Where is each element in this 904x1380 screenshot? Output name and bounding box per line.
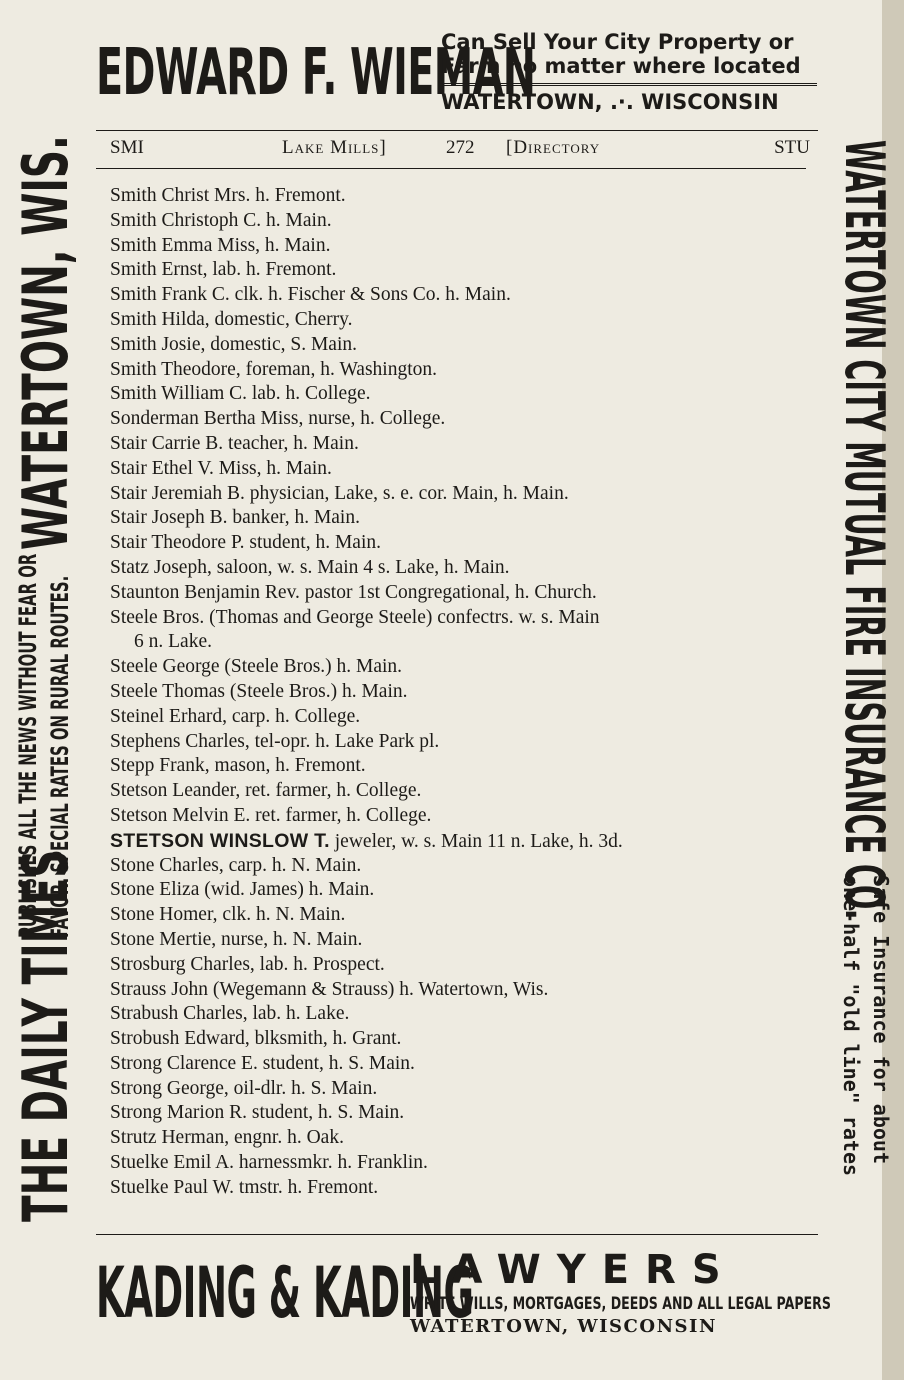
directory-entry	[110, 457, 810, 482]
entry-text: Stetson Leander, ret. farmer, h. College.	[110, 780, 422, 802]
directory-entry	[110, 482, 810, 507]
directory-entry	[110, 655, 810, 680]
right-advertisement	[825, 140, 895, 1225]
directory-entry	[110, 209, 810, 234]
directory-entry	[110, 1052, 810, 1077]
entry-text: Strosburg Charles, lab. h. Prospect.	[110, 953, 385, 975]
left-ad-title: THE DAILY TIMES	[9, 849, 82, 1222]
entry-text: Stuelke Paul W. tmstr. h. Fremont.	[110, 1176, 379, 1198]
directory-entry	[110, 705, 810, 730]
directory-entry	[110, 407, 810, 432]
running-head-town: Lake Mills]	[282, 137, 387, 158]
entry-text: Smith Ernst, lab. h. Fremont.	[110, 259, 337, 281]
entry-text: Steele Thomas (Steele Bros.) h. Main.	[110, 680, 408, 702]
top-ad-city: WATERTOWN, .·. WISCONSIN	[441, 90, 779, 114]
entry-text: Smith Frank C. clk. h. Fischer & Sons Co. h. Main.	[110, 284, 511, 306]
entry-text: Smith Theodore, foreman, h. Washington.	[110, 358, 437, 380]
directory-entry	[110, 630, 810, 655]
header-rule-top	[96, 130, 818, 131]
entry-text: Steinel Erhard, carp. h. College.	[110, 705, 361, 727]
directory-entry	[110, 878, 810, 903]
directory-entry	[110, 730, 810, 755]
top-ad-name: EDWARD F. WIEMAN	[96, 36, 536, 110]
entry-text: Stone Eliza (wid. James) h. Main.	[110, 879, 375, 901]
directory-entry	[110, 1176, 810, 1201]
entry-text: Stepp Frank, mason, h. Fremont.	[110, 755, 366, 777]
entry-text: 6 n. Lake.	[134, 631, 212, 653]
top-advertisement	[96, 28, 818, 128]
entry-text: Stone Charles, carp. h. N. Main.	[110, 854, 362, 876]
left-advertisement	[6, 112, 86, 1222]
directory-entry	[110, 556, 810, 581]
directory-entry	[110, 283, 810, 308]
directory-entry	[110, 531, 810, 556]
right-ad-line-1: Safe Insurance for about	[869, 875, 893, 1164]
directory-entry	[110, 779, 810, 804]
directory-entry	[110, 754, 810, 779]
top-ad-divider	[441, 83, 817, 88]
entry-text: Stair Theodore P. student, h. Main.	[110, 532, 381, 554]
directory-entry	[110, 358, 810, 383]
bottom-ad-line-2: WRITE WILLS, MORTGAGES, DEEDS AND ALL LEGAL PAPERS	[410, 1294, 831, 1314]
directory-entry	[110, 1077, 810, 1102]
right-ad-line-2: one-half "old line" rates	[839, 875, 863, 1177]
bottom-ad-rule	[96, 1234, 818, 1235]
directory-entry	[110, 1101, 810, 1126]
directory-entry	[110, 1027, 810, 1052]
entry-text: Strabush Charles, lab. h. Lake.	[110, 1003, 350, 1025]
directory-entry	[110, 432, 810, 457]
entry-text: Smith Christoph C. h. Main.	[110, 209, 332, 231]
top-ad-line-2: Farm no matter where located	[441, 54, 801, 78]
directory-entry	[110, 680, 810, 705]
page-number: 272	[446, 137, 475, 158]
entry-text: Strong George, oil-dlr. h. S. Main.	[110, 1077, 378, 1099]
right-ad-title: WATERTOWN CITY MUTUAL FIRE INSURANCE CO.	[833, 140, 896, 920]
entry-text: Smith Christ Mrs. h. Fremont.	[110, 185, 346, 206]
entry-text: Smith Emma Miss, h. Main.	[110, 234, 331, 256]
bottom-ad-line-3: WATERTOWN, WISCONSIN	[410, 1316, 717, 1337]
directory-entry	[110, 829, 810, 854]
directory-entry	[110, 606, 810, 631]
running-head-left: SMI	[110, 137, 144, 158]
entry-text: Smith Hilda, domestic, Cherry.	[110, 308, 353, 330]
entry-text: Staunton Benjamin Rev. pastor 1st Congregational, h. Church.	[110, 581, 597, 603]
entry-text: Strong Clarence E. student, h. S. Main.	[110, 1052, 415, 1074]
running-head	[110, 137, 810, 161]
left-ad-line-2: FAVOR. SPECIAL RATES ON RURAL ROUTES.	[46, 575, 74, 938]
directory-listing	[110, 184, 810, 1201]
entry-text: Strauss John (Wegemann & Strauss) h. Watertown, Wis.	[110, 978, 549, 1000]
left-ad-city: WATERTOWN, WIS.	[9, 135, 82, 550]
entry-text: Stone Homer, clk. h. N. Main.	[110, 904, 346, 926]
directory-entry	[110, 903, 810, 928]
entry-text: Stetson Melvin E. ret. farmer, h. College.	[110, 804, 432, 826]
entry-text: Stair Joseph B. banker, h. Main.	[110, 507, 360, 529]
entry-text: Strobush Edward, blksmith, h. Grant.	[110, 1028, 402, 1050]
directory-entry	[110, 1002, 810, 1027]
entry-text: Steele George (Steele Bros.) h. Main.	[110, 656, 403, 678]
directory-entry	[110, 258, 810, 283]
entry-text: Stair Carrie B. teacher, h. Main.	[110, 432, 359, 454]
entry-text: Stone Mertie, nurse, h. N. Main.	[110, 928, 363, 950]
directory-entry	[110, 382, 810, 407]
directory-entry	[110, 1151, 810, 1176]
left-ad-line-1: PUBLISHES ALL THE NEWS WITHOUT FEAR OR	[14, 553, 42, 938]
entry-text: Statz Joseph, saloon, w. s. Main 4 s. Lake, h. Main.	[110, 556, 510, 578]
entry-text: Stephens Charles, tel-opr. h. Lake Park pl.	[110, 730, 440, 752]
directory-entry	[110, 804, 810, 829]
bottom-ad-name: KADING & KADING	[96, 1252, 474, 1334]
entry-text: Stair Jeremiah B. physician, Lake, s. e. cor. Main, h. Main.	[110, 482, 569, 504]
directory-entry	[110, 308, 810, 333]
entry-text: jeweler, w. s. Main 11 n. Lake, h. 3d.	[329, 830, 623, 852]
directory-entry	[110, 506, 810, 531]
directory-entry	[110, 928, 810, 953]
entry-text: Sonderman Bertha Miss, nurse, h. College.	[110, 408, 446, 430]
bottom-ad-lawyers: LAWYERS	[410, 1247, 737, 1293]
directory-entry	[110, 581, 810, 606]
directory-entry	[110, 953, 810, 978]
directory-entry	[110, 854, 810, 879]
directory-entry	[110, 978, 810, 1003]
header-rule-bottom	[96, 168, 806, 169]
entry-name-bold: STETSON WINSLOW T.	[110, 829, 330, 852]
entry-text: Steele Bros. (Thomas and George Steele) confectrs. w. s. Main	[110, 606, 600, 628]
entry-text: Stair Ethel V. Miss, h. Main.	[110, 457, 332, 479]
directory-entry	[110, 234, 810, 259]
entry-text: Smith Josie, domestic, S. Main.	[110, 333, 358, 355]
entry-text: Strong Marion R. student, h. S. Main.	[110, 1102, 405, 1124]
running-head-directory: [Directory	[506, 137, 601, 158]
entry-text: Stuelke Emil A. harnessmkr. h. Franklin.	[110, 1152, 428, 1174]
directory-entry	[110, 184, 810, 209]
entry-text: Strutz Herman, engnr. h. Oak.	[110, 1127, 344, 1149]
top-ad-line-1: Can Sell Your City Property or	[441, 30, 794, 54]
directory-entry	[110, 333, 810, 358]
running-head-right: STU	[774, 137, 810, 158]
directory-entry	[110, 1126, 810, 1151]
entry-text: Smith William C. lab. h. College.	[110, 383, 371, 405]
